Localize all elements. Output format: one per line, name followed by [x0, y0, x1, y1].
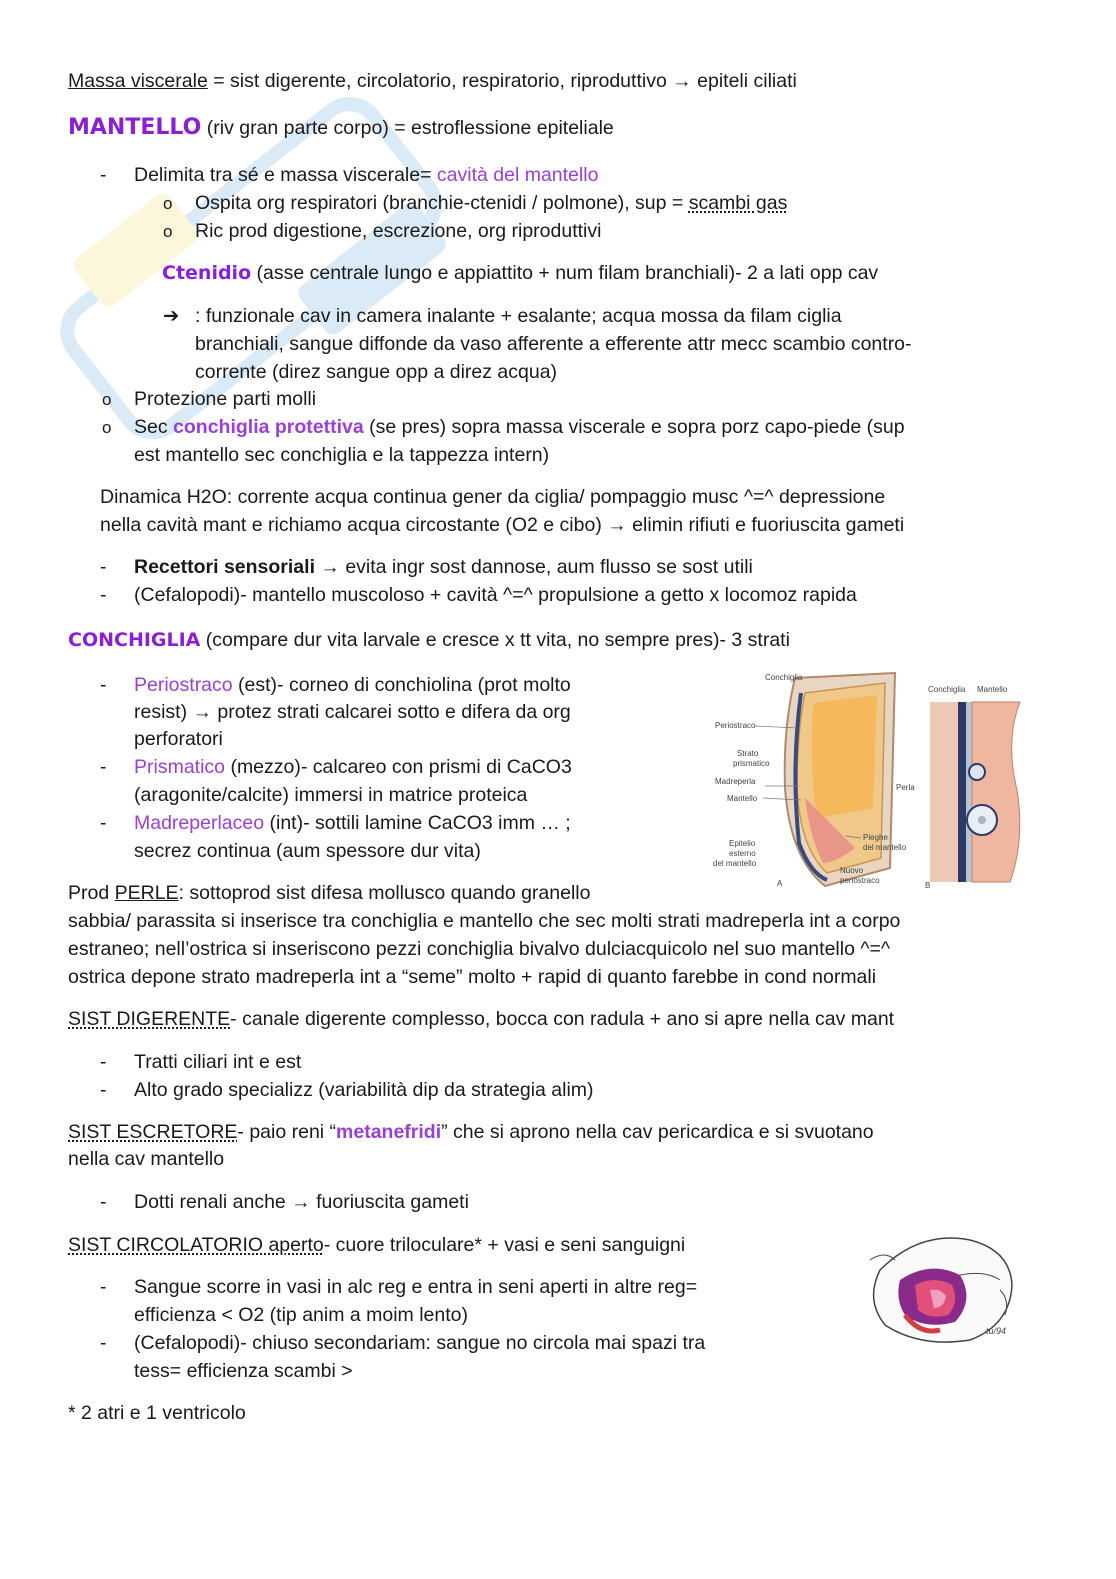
paragraph-line: Dinamica H2O: corrente acqua continua gener da ciglia/ pompaggio musc ^=^ depressione — [100, 486, 886, 508]
dash-bullet: - — [100, 812, 107, 834]
circolatorio-line: SIST CIRCOLATORIO aperto- cuore triloculare* + vasi e seni sanguigni — [68, 1234, 686, 1256]
pearl-figure-b — [925, 680, 1035, 890]
dash-bullet: - — [100, 1191, 107, 1213]
massa-viscerale-term: Massa viscerale — [68, 70, 208, 92]
sist-circolatorio-term: SIST CIRCOLATORIO aperto — [68, 1234, 324, 1256]
ctenidio-term: Ctenidio — [162, 262, 252, 284]
paragraph-line: (aragonite/calcite) immersi in matrice proteica — [134, 784, 528, 806]
dash-bullet: - — [100, 674, 107, 696]
list-item: Sangue scorre in vasi in alc reg e entra in seni aperti in altre reg= — [134, 1276, 698, 1298]
dash-bullet: - — [100, 1276, 107, 1298]
paragraph-line: corrente (direz sangue opp a direz acqua) — [195, 361, 558, 383]
paragraph-line: perforatori — [134, 728, 223, 750]
list-item: Ric prod digestione, escrezione, org riproduttivi — [195, 220, 602, 242]
circle-bullet: o — [102, 418, 112, 437]
svg-text:Perla: Perla — [896, 783, 915, 792]
svg-text:tu/94: tu/94 — [986, 1326, 1007, 1336]
dash-bullet: - — [100, 556, 107, 578]
svg-text:prismatico: prismatico — [733, 759, 770, 768]
dash-bullet: - — [100, 1332, 107, 1354]
highlight-term: Madreperlaceo — [134, 812, 265, 834]
svg-text:del mantello: del mantello — [863, 843, 907, 852]
highlight-term: Periostraco — [134, 674, 233, 696]
list-item: (Cefalopodi)- chiuso secondariam: sangue no circola mai spazi tra — [134, 1332, 706, 1354]
dash-bullet: - — [100, 1051, 107, 1073]
list-item: Tratti ciliari int e est — [134, 1051, 302, 1073]
list-item: (Cefalopodi)- mantello muscoloso + cavità ^=^ propulsione a getto x locomoz rapida — [134, 584, 857, 606]
paragraph-line: nella cav mantello — [68, 1148, 225, 1170]
svg-text:Epitelio: Epitelio — [729, 839, 756, 848]
paragraph-line: tess= efficienza scambi > — [134, 1360, 353, 1382]
dash-bullet: - — [100, 584, 107, 606]
perle-line: Prod PERLE: sottoprod sist difesa mollusco quando granello — [68, 882, 591, 904]
svg-text:esterno: esterno — [729, 849, 756, 858]
paragraph-line: estraneo; nell’ostrica si inseriscono pezzi conchiglia bivalvo dulciacquicolo nel suo mantello ^=^ — [68, 938, 891, 960]
svg-text:Strato: Strato — [737, 749, 759, 758]
svg-text:Pieghe: Pieghe — [863, 833, 888, 842]
shell-section-figure-a — [705, 668, 920, 890]
dash-bullet: - — [100, 1079, 107, 1101]
bold-term: Recettori sensoriali — [134, 556, 315, 578]
heart-illustration — [860, 1230, 1020, 1350]
escretore-line: SIST ESCRETORE- paio reni “metanefridi” che si aprono nella cav pericardica e si svuotano — [68, 1121, 874, 1143]
circle-bullet: o — [163, 222, 173, 241]
conchiglia-heading-line: CONCHIGLIA (compare dur vita larvale e cresce x tt vita, no sempre pres)- 3 strati — [68, 629, 790, 651]
list-item: Alto grado specializz (variabilità dip da strategia alim) — [134, 1079, 594, 1101]
highlight-term: cavità del mantello — [436, 164, 599, 186]
list-item: Recettori sensoriali → evita ingr sost dannose, aum flusso se sost utili — [134, 556, 753, 578]
list-item: Ospita org respiratori (branchie-ctenidi / polmone), sup = scambi gas — [195, 192, 788, 214]
paragraph-line: efficienza < O2 (tip anim a moim lento) — [134, 1304, 468, 1326]
dash-bullet: - — [100, 756, 107, 778]
highlight-term: conchiglia protettiva — [173, 416, 364, 438]
paragraph-line: secrez continua (aum spessore dur vita) — [134, 840, 481, 862]
paragraph-line: est mantello sec conchiglia e la tappezza intern) — [134, 444, 550, 466]
mantello-heading-line: MANTELLO (riv gran parte corpo) = estroflessione epiteliale — [68, 115, 614, 140]
svg-text:periostraco: periostraco — [840, 876, 880, 885]
paragraph-line: sabbia/ parassita si inserisce tra conchiglia e mantello che sec molti strati madreperla int a corpo — [68, 910, 901, 932]
list-item: Protezione parti molli — [134, 388, 317, 410]
list-item: Periostraco (est)- corneo di conchiolina (prot molto — [134, 674, 571, 696]
list-item: Delimita tra sé e massa viscerale= cavità del mantello — [134, 164, 599, 186]
svg-text:Madreperla: Madreperla — [715, 777, 756, 786]
svg-text:Conchiglia: Conchiglia — [765, 673, 803, 682]
footnote: * 2 atri e 1 ventricolo — [68, 1402, 246, 1424]
list-item: Sec conchiglia protettiva (se pres) sopra massa viscerale e sopra porz capo-piede (sup — [134, 416, 905, 438]
svg-text:Mantello: Mantello — [977, 685, 1008, 694]
svg-text:A: A — [777, 879, 783, 888]
paragraph-line: resist) → protez strati calcarei sotto e difera da org — [134, 701, 571, 723]
svg-text:Mantello: Mantello — [727, 794, 758, 803]
paragraph-line: ostrica depone strato madreperla int a “seme” molto + rapid di quanto farebbe in cond normali — [68, 966, 877, 988]
perla-label — [890, 778, 930, 798]
intro-line: Massa viscerale = sist digerente, circolatorio, respiratorio, riproduttivo → epiteli ciliati — [68, 70, 797, 92]
svg-text:del mantello: del mantello — [713, 859, 757, 868]
circle-bullet: o — [163, 194, 173, 213]
conchiglia-heading: CONCHIGLIA — [68, 629, 201, 651]
mantello-heading: MANTELLO — [68, 115, 202, 140]
paragraph-line: branchiali, sangue diffonde da vaso afferente a efferente attr mecc scambio contro- — [195, 333, 912, 355]
svg-text:Nuovo: Nuovo — [840, 866, 864, 875]
sist-escretore-term: SIST ESCRETORE — [68, 1121, 238, 1143]
list-item: Prismatico (mezzo)- calcareo con prismi di CaCO3 — [134, 756, 572, 778]
paragraph-line: nella cavità mant e richiamo acqua circostante (O2 e cibo) → elimin rifiuti e fuoriuscita gameti — [100, 514, 905, 536]
sist-digerente-term: SIST DIGERENTE — [68, 1008, 231, 1030]
arrow-icon: ➔ — [163, 305, 180, 327]
ctenidio-line: Ctenidio (asse centrale lungo e appiattito + num filam branchiali)- 2 a lati opp cav — [162, 262, 879, 284]
digerente-line: SIST DIGERENTE- canale digerente complesso, bocca con radula + ano si apre nella cav mant — [68, 1008, 895, 1030]
list-item: Dotti renali anche → fuoriuscita gameti — [134, 1191, 469, 1213]
highlight-term: Prismatico — [134, 756, 226, 778]
svg-text:Periostraco: Periostraco — [715, 721, 756, 730]
circle-bullet: o — [102, 390, 112, 409]
list-item: Madreperlaceo (int)- sottili lamine CaCO3 imm … ; — [134, 812, 571, 834]
svg-text:B: B — [925, 881, 931, 890]
highlight-term: metanefridi — [336, 1121, 442, 1143]
dash-bullet: - — [100, 164, 107, 186]
paragraph-line: : funzionale cav in camera inalante + esalante; acqua mossa da filam ciglia — [195, 305, 842, 327]
svg-text:Conchiglia: Conchiglia — [928, 685, 966, 694]
